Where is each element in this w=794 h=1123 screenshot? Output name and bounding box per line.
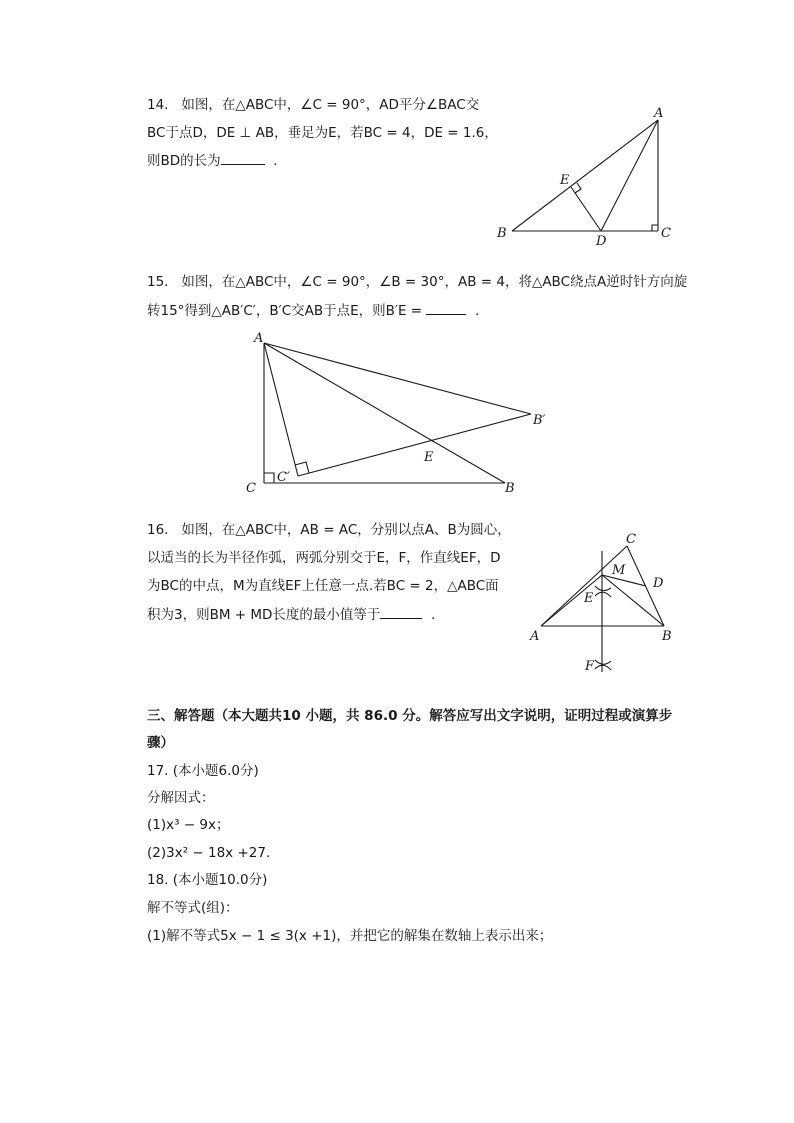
- section3-heading: 三、解答题（本大题共10 小题，共 86.0 分。解答应写出文字说明，证明过程或演算步: [147, 708, 673, 724]
- q16-segment-ac: [541, 546, 627, 626]
- q15-label-b: B: [505, 481, 515, 496]
- q17-item-2: (2)3x² − 18x +27.: [147, 845, 271, 861]
- q16-arc-f: [595, 660, 611, 670]
- q16-line-2: 以适当的长为半径作弧，两弧分别交于E，F，作直线EF，D: [147, 550, 501, 566]
- q18-item-1: (1)解不等式5x − 1 ≤ 3(x +1)，并把它的解集在数轴上表示出来；: [147, 928, 553, 944]
- q14-label-e: E: [560, 173, 570, 188]
- section3-heading-cont: 骤）: [147, 735, 174, 751]
- q16-label-f: F: [585, 659, 595, 674]
- q16-label-a: A: [530, 629, 540, 644]
- q15-text-2: 转15°得到△AB′C′，B′C交AB于点E，则B′E =: [147, 303, 423, 319]
- q15-number: 15.: [147, 274, 169, 290]
- q16-line-3: 为BC的中点，M为直线EF上任意一点.若BC = 2，△ABC面: [147, 578, 499, 594]
- q16-label-m: M: [612, 563, 626, 578]
- q15-label-c: C: [246, 481, 256, 496]
- q16-label-c: C: [626, 532, 636, 547]
- q14-label-b: B: [497, 226, 507, 241]
- q18-prompt: 解不等式(组)：: [147, 900, 239, 916]
- q15-label-b-prime: B′: [533, 413, 546, 428]
- q16-label-d: D: [653, 576, 664, 591]
- q17-prompt: 分解因式：: [147, 790, 215, 806]
- q16-text-1: 如图，在△ABC中，AB = AC，分别以点A、B为圆心，: [181, 522, 511, 538]
- q15-label-c-prime: C′: [277, 470, 290, 485]
- q15-label-e: E: [424, 450, 434, 465]
- q15-period: .: [475, 303, 480, 319]
- q15-text-1: 如图，在△ABC中，∠C = 90°，∠B = 30°，AB = 4，将△ABC绕点A逆时针方向旋: [181, 274, 688, 290]
- q14-label-d: D: [596, 234, 607, 249]
- q14-number: 14.: [147, 97, 169, 113]
- q16-number: 16.: [147, 522, 169, 538]
- q18-header: 18. (本小题10.0分): [147, 872, 268, 888]
- q16-text-4: 积为3，则BM + MD长度的最小值等于: [147, 607, 381, 623]
- q14-text-3: 则BD的长为: [147, 153, 221, 169]
- q14-line-2: BC于点D，DE ⊥ AB，垂足为E，若BC = 4，DE = 1.6，: [147, 125, 498, 141]
- q14-text-1: 如图，在△ABC中，∠C = 90°，AD平分∠BAC交: [181, 97, 480, 113]
- q14-label-c: C: [661, 226, 671, 241]
- q15-label-a: A: [254, 331, 264, 346]
- q14-period: .: [273, 153, 278, 169]
- q16-label-b: B: [662, 629, 672, 644]
- q14-label-a: A: [654, 106, 664, 121]
- q17-header: 17. (本小题6.0分): [147, 763, 259, 779]
- q17-item-1: (1)x³ − 9x；: [147, 817, 230, 833]
- q16-label-e: E: [584, 591, 594, 606]
- q16-arc-e: [595, 586, 611, 597]
- q16-period: .: [431, 607, 436, 623]
